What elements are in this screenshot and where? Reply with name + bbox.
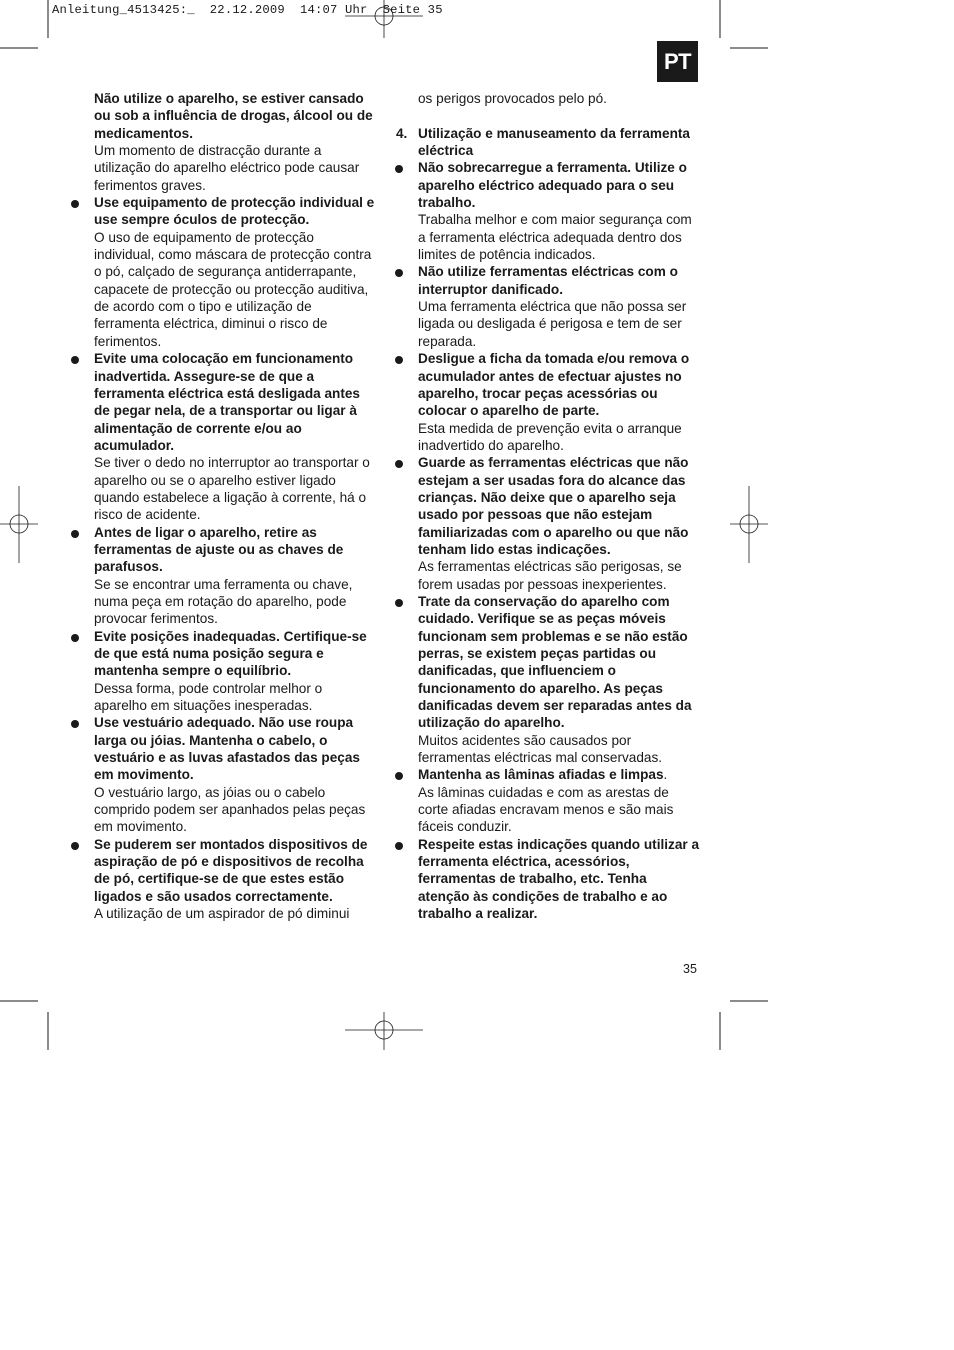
instruction-bold: Use vestuário adequado. Não use roupa larga ou jóias. Mantenha o cabelo, o vestuário e as luvas afastados das peças em movimento.	[94, 715, 360, 783]
registration-mark-top	[345, 0, 423, 38]
language-badge: PT	[657, 41, 698, 82]
instruction-bold: Respeite estas indicações quando utilizar a ferramenta eléctrica, acessórios, ferramentas de trabalho, etc. Tenha atenção às condições de trabalho e ao trabalho a realizar.	[418, 836, 700, 922]
instruction-text: O uso de equipamento de protecção individual, como máscara de protecção contra o pó, calçado de segurança antiderrapante, capacete de protecção ou protecção auditiva, de acordo com o tipo e utilização de ferramenta eléctrica, diminui o risco de ferimentos.	[94, 229, 372, 349]
instruction-bold-line	[418, 766, 700, 783]
instruction-bold: Não utilize o aparelho, se estiver cansado ou sob a influência de drogas, álcool ou de medicamentos.	[94, 91, 373, 141]
print-slug: Anleitung_4513425:_ 22.12.2009 14:07 Uhr Seite 35	[52, 3, 443, 17]
instruction-text: O vestuário largo, as jóias ou o cabelo comprido podem ser apanhados pelas peças em movimento.	[94, 784, 366, 835]
list-item	[94, 524, 376, 628]
instruction-bold: Trate da conservação do aparelho com cuidado. Verifique se as peças móveis funcionam sem problemas e se não estão perras, se existem peças partidas ou danificadas, que influenciem o funcionamento do aparelho. As peças danificadas devem ser reparadas antes da utilização do aparelho.	[418, 593, 692, 731]
list-item	[418, 454, 700, 593]
section-heading	[396, 125, 700, 160]
instruction-bold: Evite posições inadequadas. Certifique-se de que está numa posição segura e mantenha sempre o equilíbrio.	[94, 628, 367, 679]
instruction-text: A utilização de um aspirador de pó diminui	[94, 906, 350, 922]
continuation-text: os perigos provocados pelo pó.	[418, 91, 607, 106]
list-item	[94, 350, 376, 523]
instruction-bold-suffix: .	[663, 767, 668, 783]
instruction-text: Um momento de distracção durante a utilização do aparelho eléctrico pode causar ferimentos graves.	[94, 143, 360, 193]
instruction-text: Muitos acidentes são causados por ferramentas eléctricas mal conservadas.	[418, 732, 663, 766]
left-column	[94, 90, 376, 923]
spacer	[418, 107, 700, 124]
instruction-text: Trabalha melhor e com maior segurança com a ferramenta eléctrica adequada dentro dos limites de potência indicados.	[418, 212, 692, 263]
instruction-text: As ferramentas eléctricas são perigosas, se forem usadas por pessoas inexperientes.	[418, 559, 682, 592]
instruction-text: Esta medida de prevenção evita o arranque inadvertido do aparelho.	[418, 420, 682, 453]
instruction-bold: Use equipamento de protecção individual e use sempre óculos de protecção.	[94, 195, 375, 228]
instruction-text: Se se encontrar uma ferramenta ou chave, numa peça em rotação do aparelho, pode provocar ferimentos.	[94, 576, 353, 627]
section-title: Utilização e manuseamento da ferramenta eléctrica	[418, 125, 690, 159]
instruction-bold: Mantenha as lâminas afiadas e limpas	[418, 767, 664, 783]
list-item	[418, 766, 700, 835]
list-item	[418, 159, 700, 263]
list-item	[94, 194, 376, 350]
instruction-text: Dessa forma, pode controlar melhor o aparelho em situações inesperadas.	[94, 680, 323, 714]
list-item	[94, 714, 376, 835]
registration-mark-left	[0, 486, 38, 563]
instruction-bold: Guarde as ferramentas eléctricas que não estejam a ser usadas fora do alcance das crianças. Não deixe que o aparelho seja usado por pessoas que não estejam familiarizadas com o aparelho ou que não tenham lido estas indicações.	[418, 455, 689, 557]
list-item	[418, 350, 700, 454]
registration-mark-bottom	[345, 1012, 423, 1050]
right-column	[396, 90, 700, 923]
list-item	[94, 628, 376, 715]
registration-mark-right	[730, 486, 768, 563]
instruction-text: As lâminas cuidadas e com as arestas de corte afiadas encravam menos e são mais fáceis conduzir.	[418, 784, 674, 835]
page-number: 35	[683, 962, 697, 976]
instruction-text: Uma ferramenta eléctrica que não possa ser ligada ou desligada é perigosa e tem de ser reparada.	[418, 299, 687, 349]
list-item	[418, 836, 700, 923]
section-number: 4.	[396, 125, 408, 141]
instruction-bold: Não utilize ferramentas eléctricas com o interruptor danificado.	[418, 264, 678, 297]
list-item	[94, 836, 376, 923]
instruction-bold: Se puderem ser montados dispositivos de aspiração de pó e dispositivos de recolha de pó, certifique-se de que estes estão ligados e são usados correctamente.	[94, 836, 368, 904]
list-item	[418, 593, 700, 766]
instruction-bold: Antes de ligar o aparelho, retire as ferramentas de ajuste ou as chaves de parafusos.	[94, 524, 344, 575]
instruction-bold: Evite uma colocação em funcionamento inadvertida. Assegure-se de que a ferramenta eléctrica está desligada antes de pegar nela, de a transportar ou ligar à alimentação de corrente e/ou ao acumulador.	[94, 351, 360, 453]
instruction-bold: Desligue a ficha da tomada e/ou remova o acumulador antes de efectuar ajustes no aparelho, trocar peças acessórias ou colocar o aparelho de parte.	[418, 351, 690, 419]
list-item	[418, 263, 700, 350]
instruction-bold: Não sobrecarregue a ferramenta. Utilize o aparelho eléctrico adequado para o seu trabalho.	[418, 160, 687, 211]
instruction-text: Se tiver o dedo no interruptor ao transportar o aparelho ou se o aparelho estiver ligado quando estabelece a ligação à corrente, há o risco de acidente.	[94, 455, 370, 523]
list-item	[94, 90, 376, 194]
